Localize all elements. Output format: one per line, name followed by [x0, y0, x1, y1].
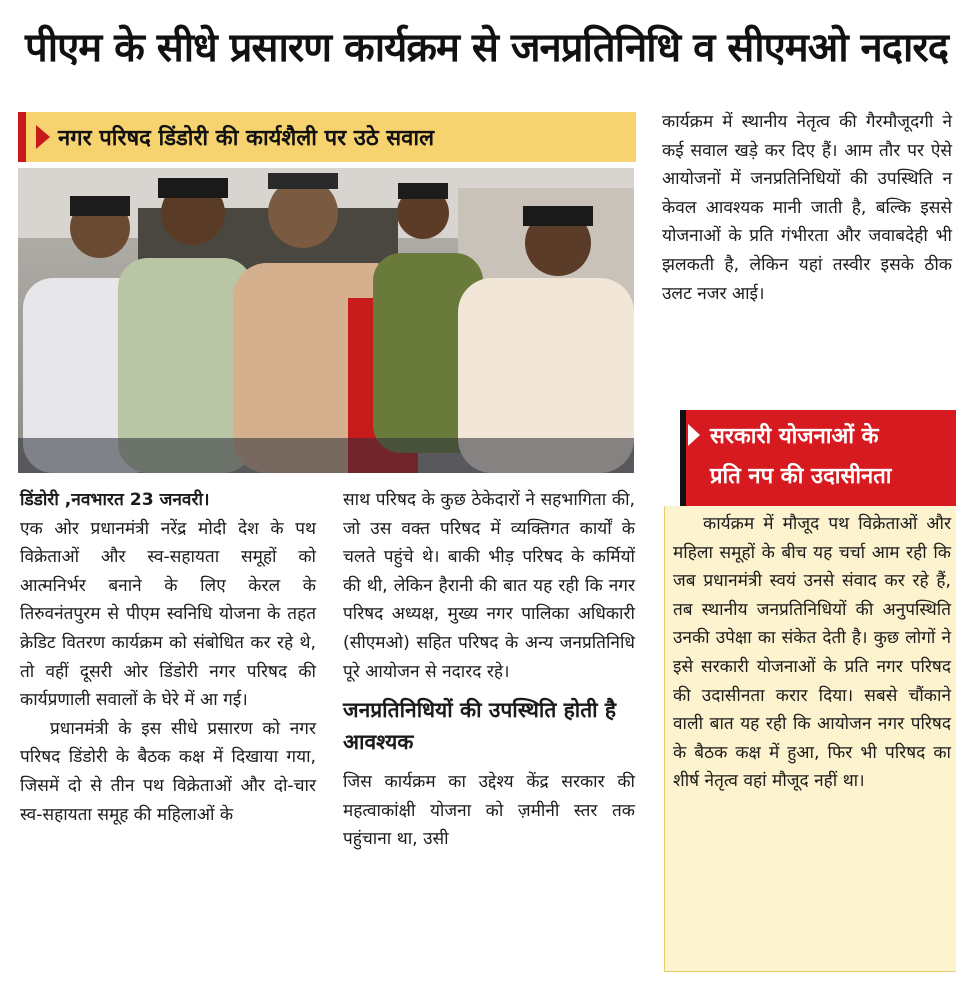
- sidebar-body: कार्यक्रम में मौजूद पथ विक्रेताओं और महिला समूहों के बीच यह चर्चा आम रही कि जब प्रधानमंत्री स्वयं उनसे संवाद कर रहे हैं, तब स्थानीय जनप्रतिनिधियों की अनुपस्थिति उनकी उपेक्षा का संकेत देती है। कुछ लोगों ने इसे सरकारी योजनाओं के प्रति नगर परिषद की उदासीनता करार दिया। सबसे चौंकाने वाली बात यह रही कि आयोजन नगर परिषद के बैठक कक्ष में हुआ, फिर भी परिषद का शीर्ष नेतृत्व वहां मौजूद नहीं था।: [673, 514, 951, 792]
- banner-arrow-icon: [36, 125, 50, 149]
- column-3: [662, 108, 952, 308]
- section-subheading: जनप्रतिनिधियों की उपस्थिति होती है आवश्यक: [343, 698, 617, 755]
- paragraph: जिस कार्यक्रम का उद्देश्य केंद्र सरकार की महत्वाकांक्षी योजना को ज़मीनी स्तर तक पहुंचाना था, उसी: [343, 772, 635, 850]
- banner-red-bar: [18, 112, 26, 162]
- subheadline-banner: [18, 112, 636, 162]
- sidebar-title-line1: सरकारी योजनाओं के: [710, 424, 879, 449]
- banner-arrow-icon: [688, 424, 700, 446]
- paragraph: साथ परिषद के कुछ ठेकेदारों ने सहभागिता की, जो उस वक्त परिषद में व्यक्तिगत कार्यों के चलते पहुंचे थे। बाकी भीड़ परिषद के कर्मियों की थी, लेकिन हैरानी की बात यह रही कि नगर परिषद अध्यक्ष, मुख्य नगर पालिका अधिकारी (सीएमओ) सहित परिषद के अन्य जनप्रतिनिधि पूरे आयोजन से नदारद रहे।: [343, 490, 635, 682]
- news-photo: [18, 168, 634, 473]
- headline: पीएम के सीधे प्रसारण कार्यक्रम से जनप्रतिनिधि व सीएमओ नदारद: [25, 25, 948, 71]
- paragraph: प्रधानमंत्री के इस सीधे प्रसारण को नगर परिषद डिंडोरी के बैठक कक्ष में दिखाया गया, जिसमें दो से तीन पथ विक्रेताओं और दो-चार स्व-सहायता समूह की महिलाओं के: [20, 718, 316, 825]
- subheadline: नगर परिषद डिंडोरी की कार्यशैली पर उठे सवाल: [58, 126, 435, 151]
- dateline: डिंडोरी ,नवभारत 23 जनवरी।: [20, 490, 210, 510]
- sidebar-body-column: [673, 510, 951, 796]
- column-1: [20, 486, 316, 829]
- photo-illustration: [18, 168, 634, 473]
- banner-white-stripe: [664, 410, 680, 506]
- paragraph: एक ओर प्रधानमंत्री नरेंद्र मोदी देश के पथ विक्रेताओं और स्व-सहायता समूहों को आत्मनिर्भर बनाने के लिए केरल के तिरुवनंतपुरम से पीएम स्वनिधि योजना के तहत क्रेडिट वितरण कार्यक्रम को संबोधित कर रहे थे, तो वहीं दूसरी ओर डिंडोरी नगर परिषद की कार्यप्रणाली सवालों के घेरे में आ गई।: [20, 518, 316, 711]
- sidebar-title-line2: प्रति नप की उदासीनता: [710, 464, 892, 489]
- column-2: [343, 486, 635, 854]
- paragraph: कार्यक्रम में स्थानीय नेतृत्व की गैरमौजूदगी ने कई सवाल खड़े कर दिए हैं। आम तौर पर ऐसे आयोजनों में जनप्रतिनिधियों की उपस्थिति न केवल आवश्यक मानी जाती है, बल्कि इससे योजनाओं के प्रति गंभीरता और जवाबदेही भी झलकती है, लेकिन यहां तस्वीर इसके ठीक उलट नजर आई।: [662, 112, 952, 304]
- banner-black-stripe: [680, 410, 686, 506]
- sidebar-title-banner: [664, 410, 956, 506]
- sidebar-box: [664, 506, 956, 972]
